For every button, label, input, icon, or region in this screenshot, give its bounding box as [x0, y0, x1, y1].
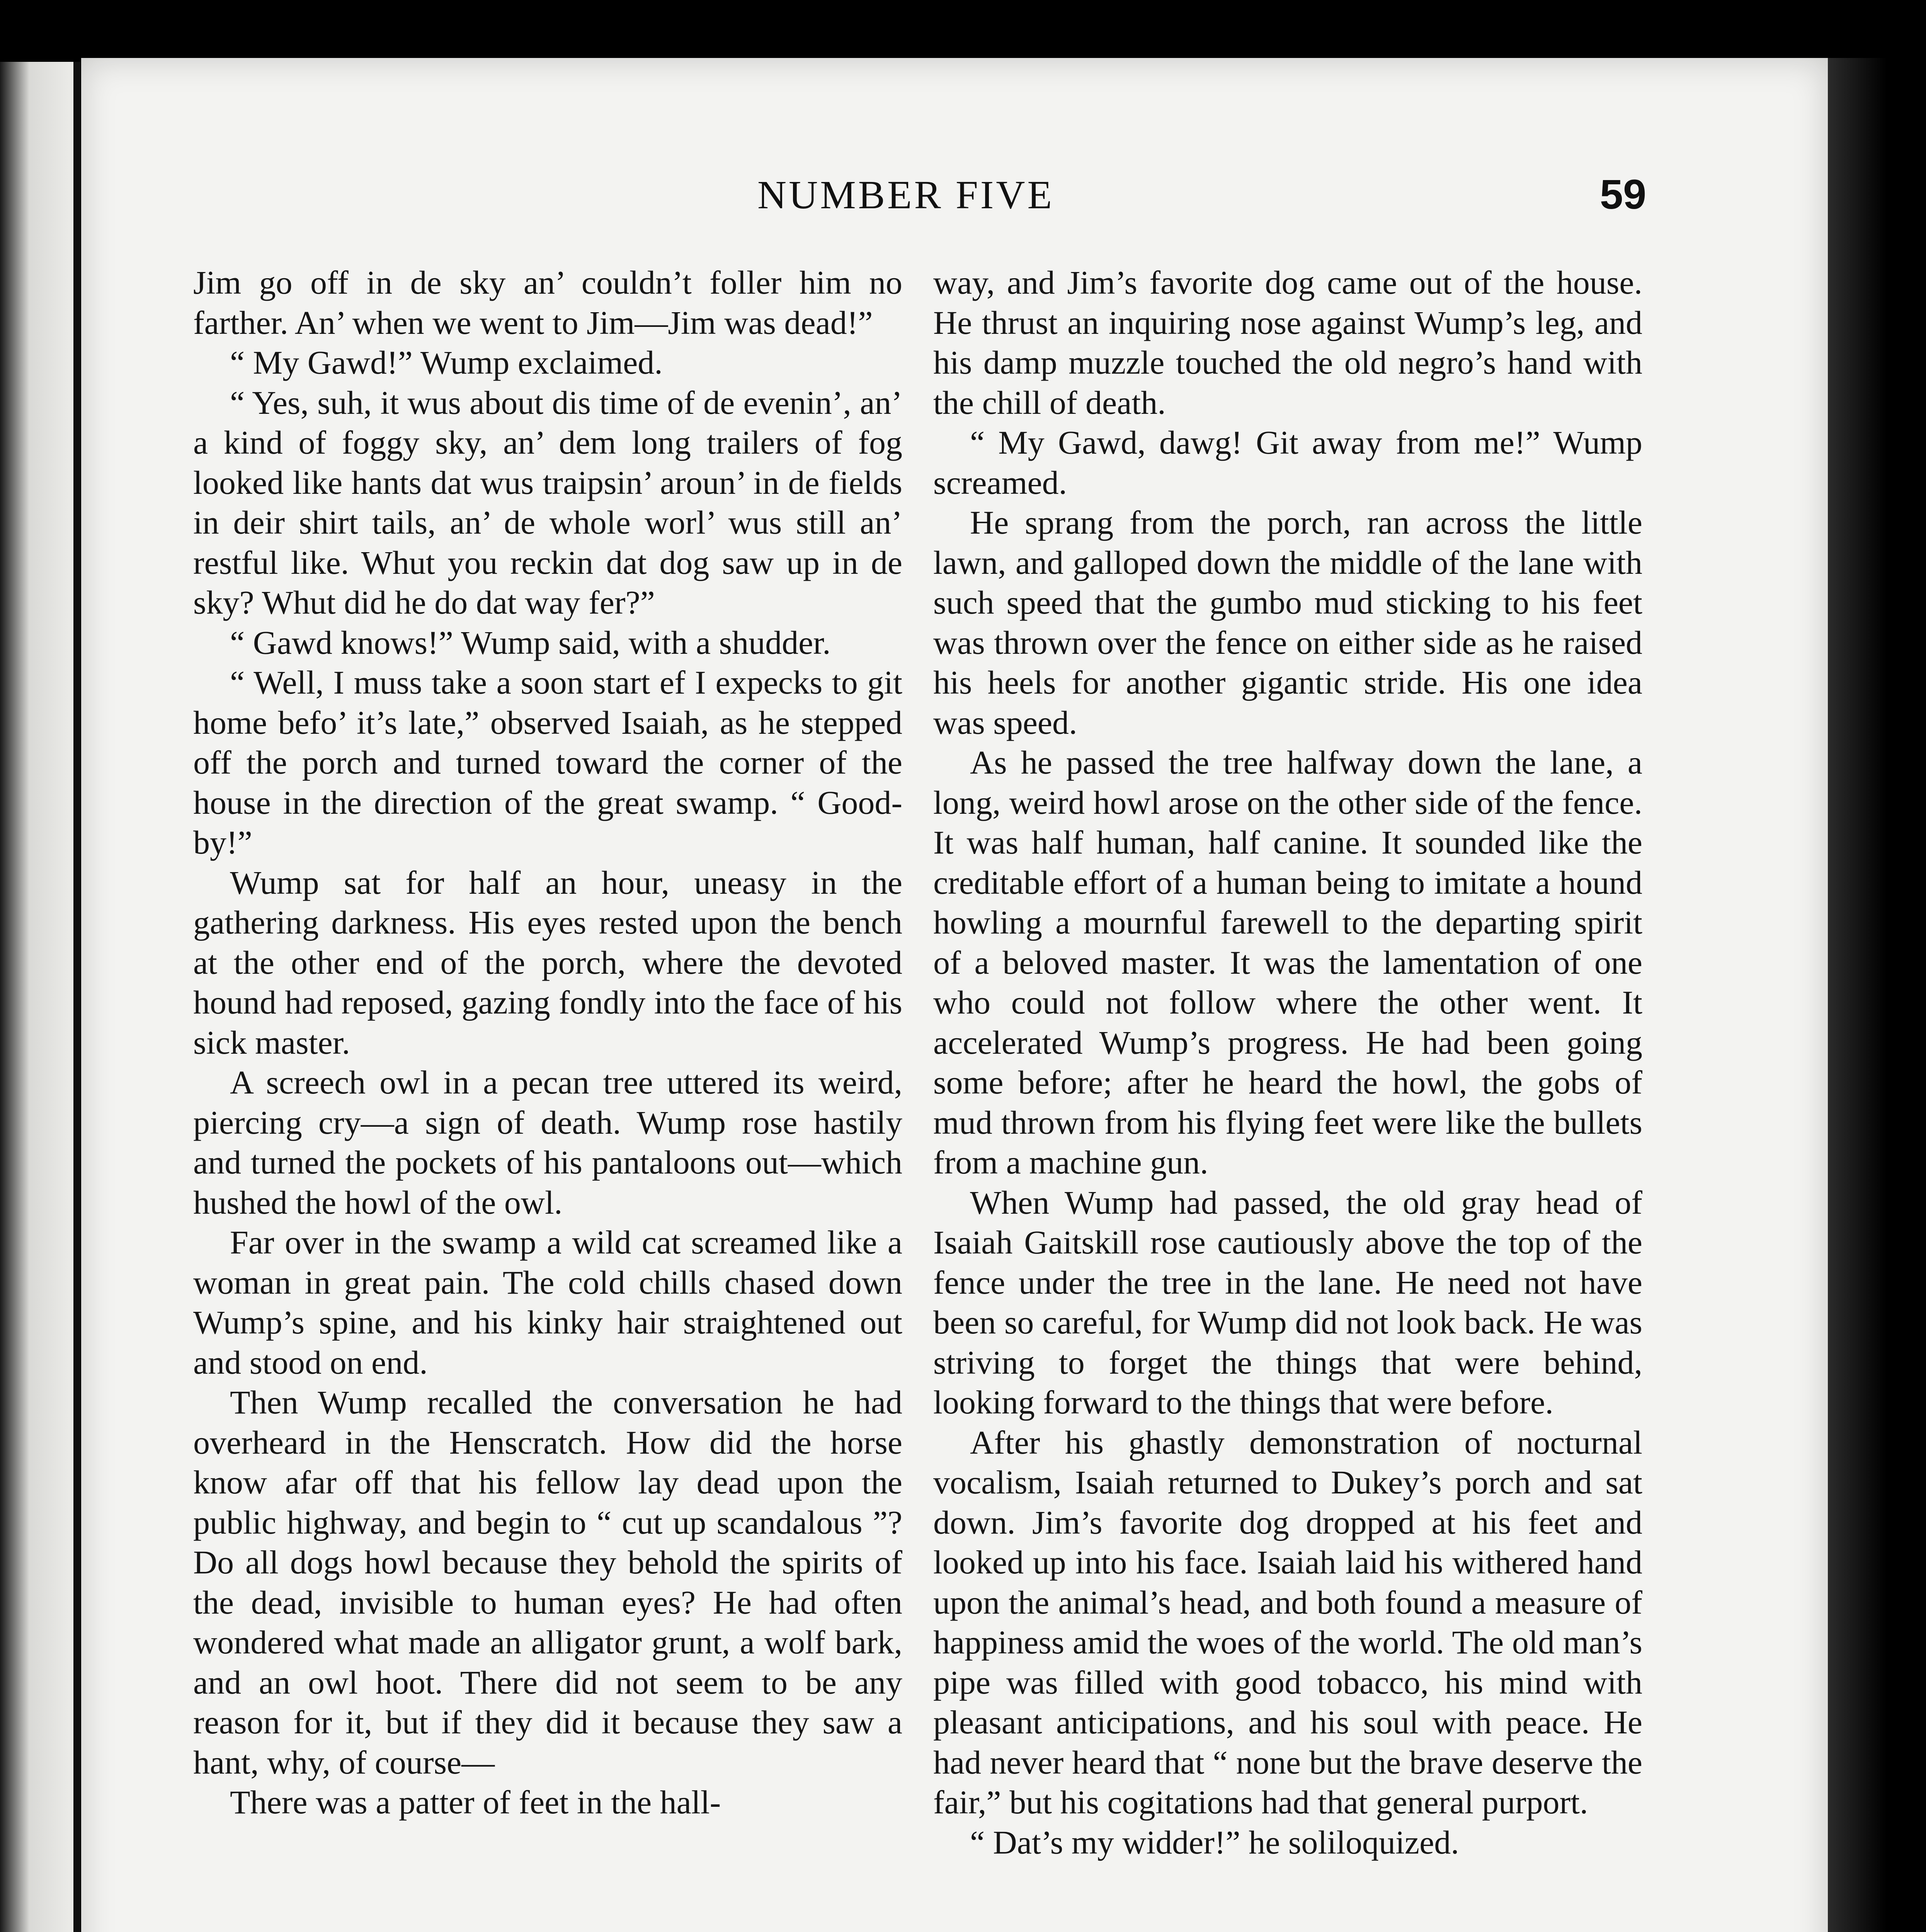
- paragraph: When Wump had passed, the old gray head of Isaiah Gaitskill rose cautiously above the top of the fence under the tree in the lane. He need not have been so careful, for Wump did not look back. He was striving to forget the things that were behind, looking forward to the things that were before.: [933, 1184, 1642, 1421]
- paragraph: Wump sat for half an hour, uneasy in the gathering darkness. His eyes rested upon the bench at the other end of the porch, where the devoted hound had reposed, gazing fondly into the face of his sick master.: [193, 864, 902, 1061]
- paragraph: “ Dat’s my widder!” he soliloquized.: [970, 1823, 1459, 1861]
- paragraph: Then Wump recalled the conversation he had overheard in the Henscratch. How did the horse know afar off that his fellow lay dead upon the public highway, and begin to “ cut up scandalous ”? Do all dogs howl because they behold the spirits of the dead, invisible to human eyes? He had often wondered what made an alligator grunt, a wolf bark, and an owl hoot. There did not seem to be any reason for it, but if they did it because they saw a hant, why, of course—: [193, 1384, 902, 1781]
- paragraph: A screech owl in a pecan tree uttered its weird, piercing cry—a sign of death. Wump rose hastily and turned the pockets of his pantaloons out—which hushed the howl of the owl.: [193, 1064, 902, 1221]
- paragraph: Jim go off in de sky an’ couldn’t foller him no farther. An’ when we went to Jim—Jim was dead!”: [193, 264, 902, 341]
- paragraph: After his ghastly demonstration of nocturnal vocalism, Isaiah returned to Dukey’s porch and sat down. Jim’s favorite dog dropped at his feet and looked up into his face. Isaiah laid his withered hand upon the animal’s head, and both found a measure of happiness amid the woes of the world. The old man’s pipe was filled with good tobacco, his mind with pleasant anticipations, and his soul with peace. He had never heard that “ none but the brave deserve the fair,” but his cogitations had that general purport.: [933, 1423, 1642, 1821]
- page-number: 59: [1600, 171, 1647, 218]
- page-edge-shadow: [1828, 58, 1926, 1932]
- right-text-column: [933, 263, 1642, 1862]
- paragraph: “ Yes, suh, it wus about dis time of de evenin’, an’ a kind of foggy sky, an’ dem long trailers of fog looked like hants dat wus traipsin’ aroun’ in de fields in deir shirt tails, an’ de whole worl’ wus still an’ restful like. Whut you reckin dat dog saw up in de sky? Whut did he do dat way fer?”: [193, 384, 902, 621]
- paragraph: Far over in the swamp a wild cat screamed like a woman in great pain. The cold chills chased down Wump’s spine, and his kinky hair straightened out and stood on end.: [193, 1224, 902, 1381]
- paragraph: He sprang from the porch, ran across the little lawn, and galloped down the middle of the lane with such speed that the gumbo mud sticking to his feet was thrown over the fence on either side as he raised his heels for another gigantic stride. His one idea was speed.: [933, 504, 1642, 741]
- paragraph: There was a patter of feet in the hall-: [230, 1784, 721, 1821]
- paragraph: “ Well, I muss take a soon start ef I expecks to git home befo’ it’s late,” observed Isaiah, as he stepped off the porch and turned toward the corner of the house in the direction of the great swamp. “ Good-by!”: [193, 664, 902, 861]
- paragraph: “ Gawd knows!” Wump said, with a shudder.: [230, 624, 831, 661]
- paragraph: “ My Gawd!” Wump exclaimed.: [230, 344, 663, 381]
- paragraph: “ My Gawd, dawg! Git away from me!” Wump screamed.: [933, 424, 1642, 501]
- paragraph: way, and Jim’s favorite dog came out of the house. He thrust an inquiring nose against Wump’s leg, and his damp muzzle touched the old negro’s hand with the chill of death.: [933, 264, 1642, 421]
- paragraph: As he passed the tree halfway down the lane, a long, weird howl arose on the other side of the fence. It was half human, half canine. It sounded like the creditable effort of a human being to imitate a hound howling a mournful farewell to the departing spirit of a beloved master. It was the lamentation of one who could not follow where the other went. It accelerated Wump’s progress. He had been going some before; after he heard the howl, the gobs of mud thrown from his flying feet were like the bullets from a machine gun.: [933, 744, 1642, 1181]
- left-text-column: [193, 263, 902, 1823]
- running-head: NUMBER FIVE: [757, 173, 1055, 217]
- previous-page-edge: [0, 62, 80, 1932]
